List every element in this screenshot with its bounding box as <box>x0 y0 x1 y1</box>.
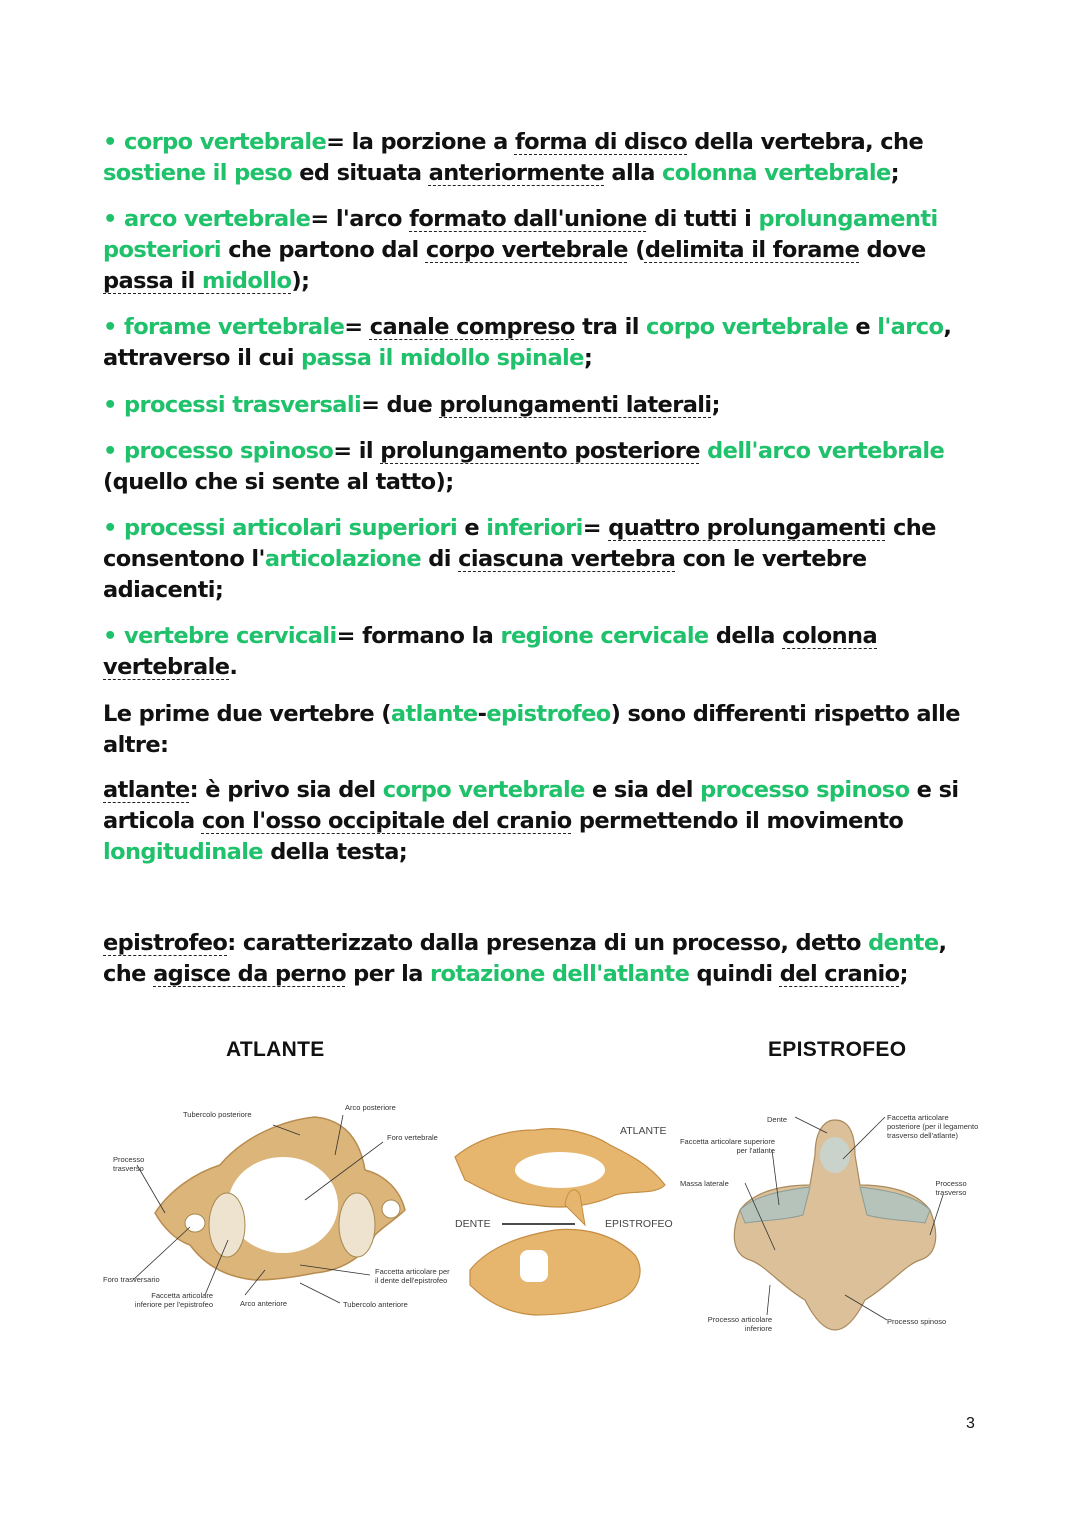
highlighted-term: • <box>103 129 125 155</box>
text-segment: con le vertebre adiacenti; <box>103 546 867 603</box>
figure-atlante-superior <box>95 1095 455 1340</box>
paragraph-epistrofeo <box>103 928 983 990</box>
text-segment: (quello che si sente al tatto); <box>103 469 454 495</box>
highlighted-term: longitudinale <box>103 839 263 865</box>
text-segment: = il <box>333 438 381 464</box>
label-massa-laterale: Massa laterale <box>680 1179 729 1188</box>
underlined-phrase: epistrofeo <box>103 930 228 956</box>
highlighted-term: processo spinoso <box>700 777 910 803</box>
heading-epistrofeo: EPISTROFEO <box>768 1038 907 1061</box>
text-segment: della <box>708 623 783 649</box>
text-segment: e <box>457 515 487 541</box>
text-segment: di <box>421 546 459 572</box>
text-segment: = <box>582 515 609 541</box>
highlighted-term: regione cervicale <box>500 623 709 649</box>
highlighted-term: epistrofeo <box>486 701 611 727</box>
highlighted-term: midollo <box>201 268 292 294</box>
label-processo-spinoso: Processo spinoso <box>887 1317 947 1326</box>
underlined-phrase: colonna vertebrale <box>103 623 878 680</box>
text-segment: = l'arco <box>310 206 410 232</box>
text-segment: . <box>229 654 238 680</box>
text-segment: ) sono differenti rispetto alle altre: <box>103 701 960 758</box>
highlighted-term: • <box>103 515 125 541</box>
highlighted-term: corpo vertebrale <box>646 314 849 340</box>
text-segment: di tutti i <box>646 206 759 232</box>
paragraph-vertebre-cervicali <box>103 621 983 683</box>
highlighted-term: arco vertebrale <box>124 206 311 232</box>
highlighted-term: • <box>103 438 125 464</box>
text-segment: , attraverso il cui <box>103 314 952 371</box>
text-segment: ; <box>899 961 908 987</box>
underlined-phrase: anteriormente <box>428 160 605 186</box>
underlined-phrase: forma di disco <box>514 129 688 155</box>
label-processo-articolare-inferiore: Processo articolare inferiore <box>707 1315 772 1333</box>
text-segment: che partono dal <box>221 237 426 263</box>
underlined-phrase: quattro prolungamenti <box>608 515 886 541</box>
underlined-phrase: prolungamento posteriore <box>380 438 700 464</box>
text-segment: tra il <box>574 314 647 340</box>
underlined-phrase: ciascuna vertebra <box>458 546 676 572</box>
highlighted-term: prolungamenti posteriori <box>103 206 938 263</box>
heading-atlante: ATLANTE <box>226 1038 325 1061</box>
highlighted-term: corpo vertebrale <box>382 777 585 803</box>
text-segment: = <box>344 314 370 340</box>
highlighted-term: sostiene il peso <box>103 160 292 186</box>
label-atlante: ATLANTE <box>620 1125 667 1137</box>
underlined-phrase: del cranio <box>779 961 900 987</box>
text-segment: dove <box>859 237 926 263</box>
underlined-phrase: atlante <box>103 777 190 803</box>
text-segment: ed situata <box>291 160 429 186</box>
text-segment: : è privo sia del <box>189 777 383 803</box>
underlined-phrase: corpo vertebrale <box>425 237 628 263</box>
label-faccetta-dente: Faccetta articolare per il dente dell'epistrofeo <box>375 1267 450 1285</box>
paragraph-processi-trasversali <box>103 390 983 421</box>
label-processo-trasverso: Processo trasverso <box>113 1155 145 1173</box>
underlined-phrase: formato dall'unione <box>409 206 647 232</box>
text-segment: alla <box>604 160 663 186</box>
label-dente: DENTE <box>455 1218 491 1230</box>
text-segment: ); <box>291 268 310 294</box>
highlighted-term: • <box>103 314 125 340</box>
text-segment: ; <box>711 392 720 418</box>
paragraph-corpo-vertebrale <box>103 127 983 189</box>
highlighted-term: l'arco <box>877 314 944 340</box>
highlighted-term: • <box>103 623 125 649</box>
paragraph-prime-due-vertebre <box>103 699 983 761</box>
label-foro-trasversario: Foro trasversario <box>103 1275 160 1284</box>
label-arco-posteriore: Arco posteriore <box>345 1103 396 1112</box>
highlighted-term: rotazione dell'atlante <box>430 961 690 987</box>
highlighted-term: processi trasversali <box>124 392 362 418</box>
label-faccetta-superiore: Faccetta articolare superiore per l'atlante <box>679 1137 775 1155</box>
text-segment: , che <box>103 930 947 987</box>
text-segment: = formano la <box>336 623 501 649</box>
text-segment: quindi <box>689 961 780 987</box>
label-tubercolo-anteriore: Tubercolo anteriore <box>343 1300 408 1309</box>
underlined-phrase: agisce da perno <box>153 961 346 987</box>
text-segment: ; <box>583 345 593 371</box>
label-arco-anteriore: Arco anteriore <box>240 1299 288 1308</box>
underlined-phrase: con l'osso occipitale del cranio <box>201 808 572 834</box>
label-dente: Dente <box>767 1115 788 1124</box>
label-faccetta-posteriore: Faccetta articolare posteriore (per il legamento trasverso dell'atlante) <box>887 1113 979 1140</box>
label-faccetta-inferiore: Faccetta articolare inferiore per l'epistrofeo <box>134 1291 213 1309</box>
text-segment: ( <box>627 237 645 263</box>
highlighted-term: colonna vertebrale <box>662 160 891 186</box>
text-segment: ; <box>890 160 900 186</box>
highlighted-term: dell'arco vertebrale <box>707 438 945 464</box>
highlighted-term: dente <box>868 930 939 956</box>
underlined-phrase: passa il <box>103 268 202 294</box>
highlighted-term: processi articolari superiori <box>124 515 458 541</box>
underlined-phrase: prolungamenti laterali <box>439 392 712 418</box>
text-segment: e <box>848 314 878 340</box>
highlighted-term: • <box>103 206 125 232</box>
text-segment: Le prime due vertebre ( <box>103 701 391 727</box>
text-segment: - <box>477 701 487 727</box>
highlighted-term: passa il midollo spinale <box>301 345 584 371</box>
highlighted-term: atlante <box>390 701 478 727</box>
highlighted-term: processo spinoso <box>124 438 334 464</box>
paragraph-processi-articolari <box>103 513 983 606</box>
underlined-phrase: canale compreso <box>369 314 575 340</box>
highlighted-term: • <box>103 392 125 418</box>
label-epistrofeo: EPISTROFEO <box>605 1218 673 1230</box>
paragraph-forame-vertebrale <box>103 312 983 374</box>
text-segment: = la porzione a <box>326 129 515 155</box>
label-processo-trasverso: Processo trasverso <box>935 1179 967 1197</box>
text-segment: permettendo il movimento <box>571 808 904 834</box>
paragraph-processo-spinoso <box>103 436 983 498</box>
underlined-phrase: delimita il forame <box>644 237 860 263</box>
figure-atlante-epistrofeo <box>445 1095 680 1340</box>
text-segment: : caratterizzato dalla presenza di un processo, detto <box>227 930 869 956</box>
text-segment: e si articola <box>103 777 959 834</box>
highlighted-term: inferiori <box>486 515 583 541</box>
highlighted-term: corpo vertebrale <box>124 129 327 155</box>
page-number: 3 <box>966 1415 975 1432</box>
highlighted-term: forame vertebrale <box>124 314 345 340</box>
label-tubercolo-posteriore: Tubercolo posteriore <box>183 1110 252 1119</box>
paragraph-atlante <box>103 775 983 868</box>
text-segment: = due <box>361 392 440 418</box>
text-segment: e sia del <box>584 777 701 803</box>
text-segment: della testa; <box>262 839 408 865</box>
figure-epistrofeo-posterior <box>675 1095 985 1340</box>
label-foro-vertebrale: Foro vertebrale <box>387 1133 438 1142</box>
text-segment: che consentono l' <box>103 515 936 572</box>
text-segment: della vertebra, che <box>687 129 924 155</box>
highlighted-term: articolazione <box>264 546 421 572</box>
highlighted-term: vertebre cervicali <box>124 623 337 649</box>
text-segment: per la <box>345 961 431 987</box>
paragraph-arco-vertebrale <box>103 204 983 297</box>
